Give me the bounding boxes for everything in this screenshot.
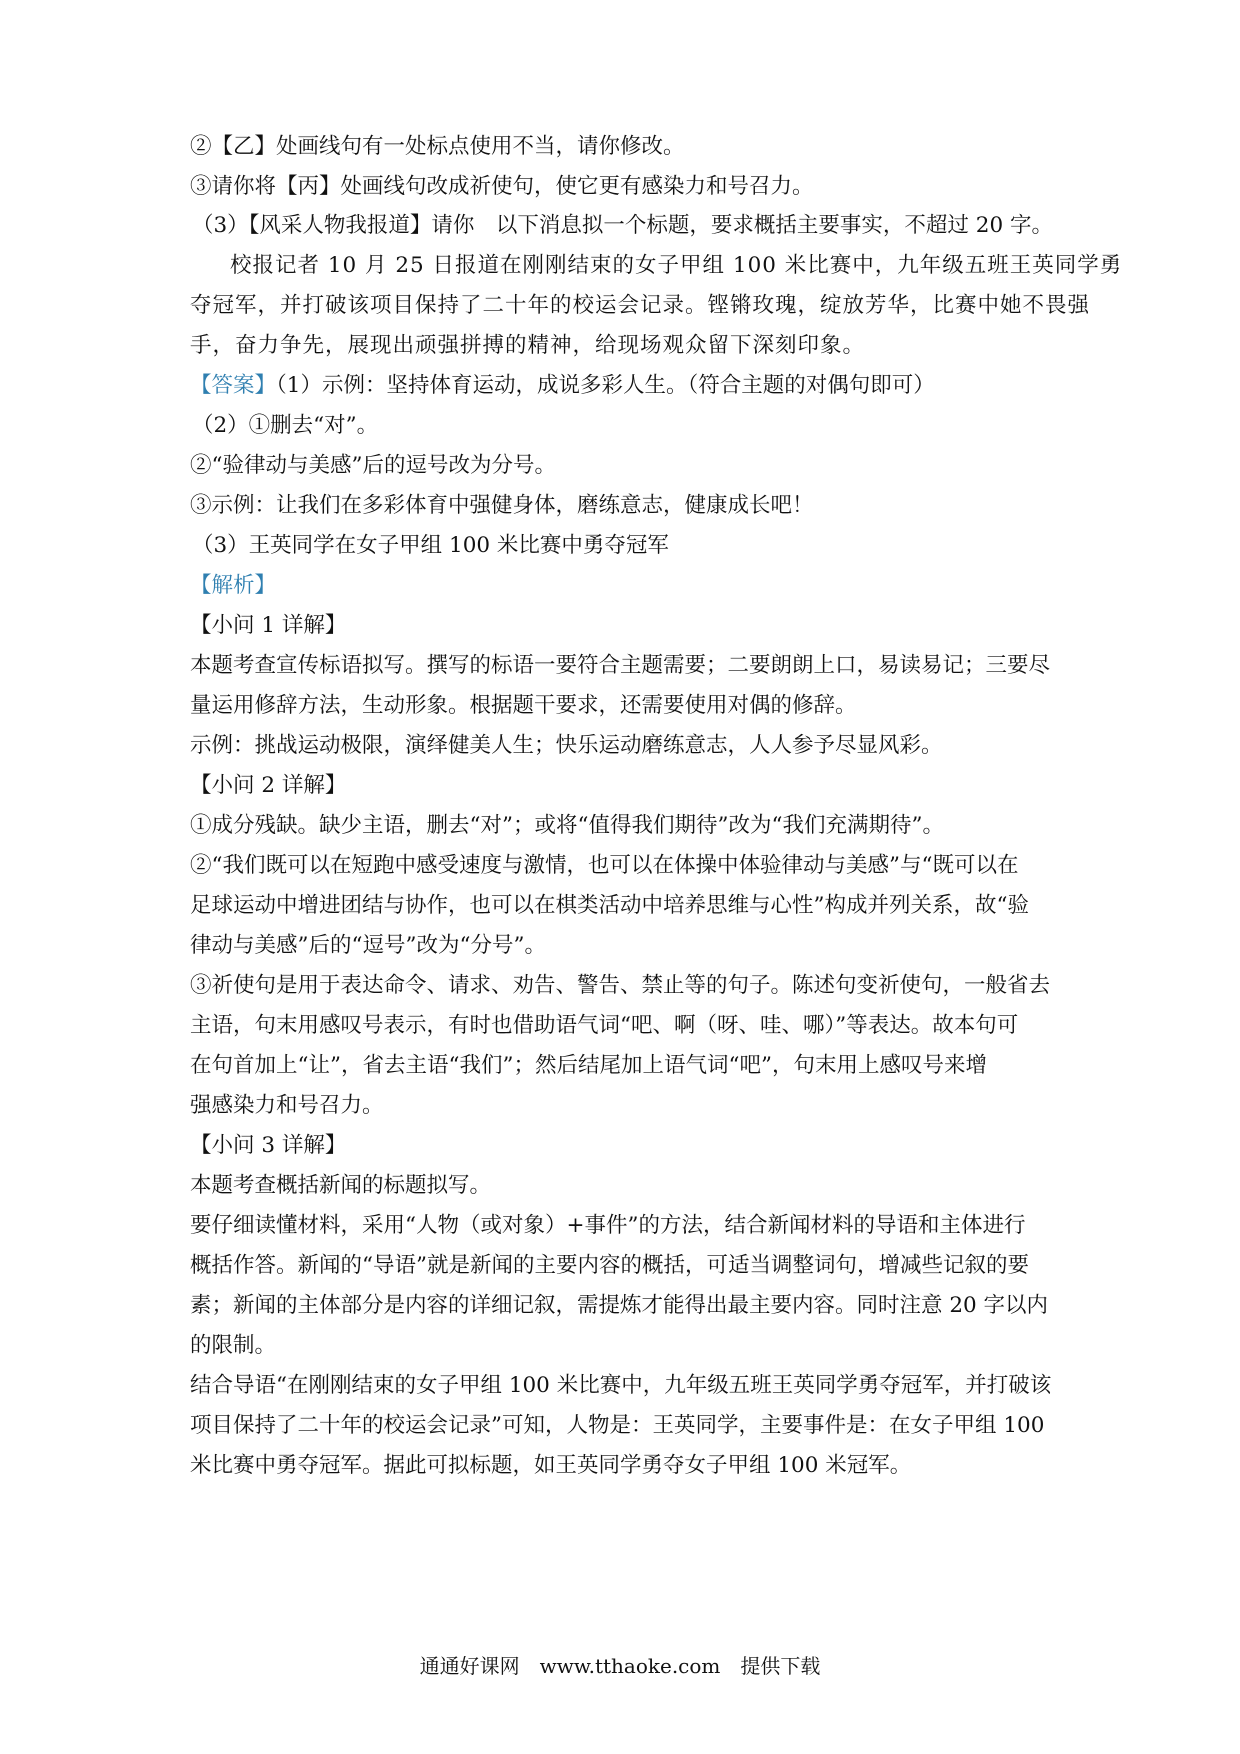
- news-line-1: 校报记者 10 月 25 日报道在刚刚结束的女子甲组 100 米比赛中，九年级五班王英同学勇: [230, 253, 1123, 278]
- sub-question-3-line-6: 结合导语“在刚刚结束的女子甲组 100 米比赛中，九年级五班王英同学勇夺冠军，并打破该: [190, 1373, 1052, 1398]
- sub-question-3-line-3: 概括作答。新闻的“导语”就是新闻的主要内容的概括，可适当调整词句，增减些记叙的要: [190, 1253, 1029, 1278]
- sub-question-3-line-2: 要仔细读懂材料，采用“人物（或对象）+事件”的方法，结合新闻材料的导语和主体进行: [190, 1213, 1026, 1238]
- answer-2-3: ③示例：让我们在多彩体育中强健身体，磨练意志，健康成长吧！: [190, 493, 814, 518]
- sub-question-3-title: 【小问 3 详解】: [190, 1133, 347, 1158]
- sub-question-2-line-1: ①成分残缺。缺少主语，删去“对”；或将“值得我们期待”改为“我们充满期待”。: [190, 813, 944, 838]
- answer-2-1: （2）①删去“对”。: [192, 413, 379, 438]
- question-2-2: ②【乙】处画线句有一处标点使用不当，请你修改。: [190, 134, 685, 159]
- analysis-tag: 【解析】: [190, 573, 277, 598]
- sub-question-1-line-2: 量运用修辞方法，生动形象。根据题干要求，还需要使用对偶的修辞。: [190, 693, 857, 718]
- answer-tag: 【答案】: [190, 373, 277, 398]
- news-line-3: 手，奋力争先，展现出顽强拼搏的精神，给现场观众留下深刻印象。: [190, 333, 866, 358]
- sub-question-2-title: 【小问 2 详解】: [190, 773, 347, 798]
- sub-question-2-line-3: 足球运动中增进团结与协作，也可以在棋类活动中培养思维与心性”构成并列关系，故“验: [190, 893, 1029, 918]
- answer-1: （1）示例：坚持体育运动，成说多彩人生。（符合主题的对偶句即可）: [276, 373, 935, 398]
- sub-question-1-line-1: 本题考查宣传标语拟写。撰写的标语一要符合主题需要；二要朗朗上口，易读易记；三要尽: [190, 653, 1051, 678]
- sub-question-3-line-5: 的限制。: [190, 1333, 277, 1358]
- page-footer: 通通好课网 www.tthaoke.com 提供下载: [419, 1654, 821, 1678]
- answer-3: （3）王英同学在女子甲组 100 米比赛中勇夺冠军: [192, 533, 669, 558]
- sub-question-2-line-5: ③祈使句是用于表达命令、请求、劝告、警告、禁止等的句子。陈述句变祈使句，一般省去: [190, 973, 1051, 998]
- sub-question-3-line-4: 素；新闻的主体部分是内容的详细记叙，需提炼才能得出最主要内容。同时注意 20 字以内: [190, 1293, 1049, 1318]
- sub-question-3-line-7: 项目保持了二十年的校运会记录”可知，人物是：王英同学，主要事件是：在女子甲组 100: [190, 1413, 1045, 1438]
- sub-question-3-line-1: 本题考查概括新闻的标题拟写。: [190, 1173, 492, 1198]
- sub-question-2-line-6: 主语，句末用感叹号表示，有时也借助语气词“吧、啊（呀、哇、哪）”等表达。故本句可: [190, 1013, 1019, 1038]
- sub-question-2-line-2: ②“我们既可以在短跑中感受速度与激情，也可以在体操中体验律动与美感”与“既可以在: [190, 853, 1019, 878]
- sub-question-2-line-4: 律动与美感”后的“逗号”改为“分号”。: [190, 933, 546, 958]
- sub-question-3-line-8: 米比赛中勇夺冠军。据此可拟标题，如王英同学勇夺女子甲组 100 米冠军。: [190, 1453, 912, 1478]
- news-line-2: 夺冠军，并打破该项目保持了二十年的校运会记录。铿锵玫瑰，绽放芳华，比赛中她不畏强: [190, 293, 1091, 318]
- question-2-3: ③请你将【丙】处画线句改成祈使句，使它更有感染力和号召力。: [190, 174, 814, 199]
- sub-question-2-line-8: 强感染力和号召力。: [190, 1093, 384, 1118]
- sub-question-1-title: 【小问 1 详解】: [190, 613, 347, 638]
- question-3: （3）【风采人物我报道】请你 以下消息拟一个标题，要求概括主要事实，不超过 20 字。: [192, 213, 1053, 238]
- answer-line: [190, 371, 1070, 401]
- answer-2-2: ②“验律动与美感”后的逗号改为分号。: [190, 453, 556, 478]
- sub-question-2-line-7: 在句首加上“让”，省去主语“我们”；然后结尾加上语气词“吧”，句末用上感叹号来增: [190, 1053, 987, 1078]
- sub-question-1-line-3: 示例：挑战运动极限，演绎健美人生；快乐运动磨练意志，人人参予尽显风彩。: [190, 733, 943, 758]
